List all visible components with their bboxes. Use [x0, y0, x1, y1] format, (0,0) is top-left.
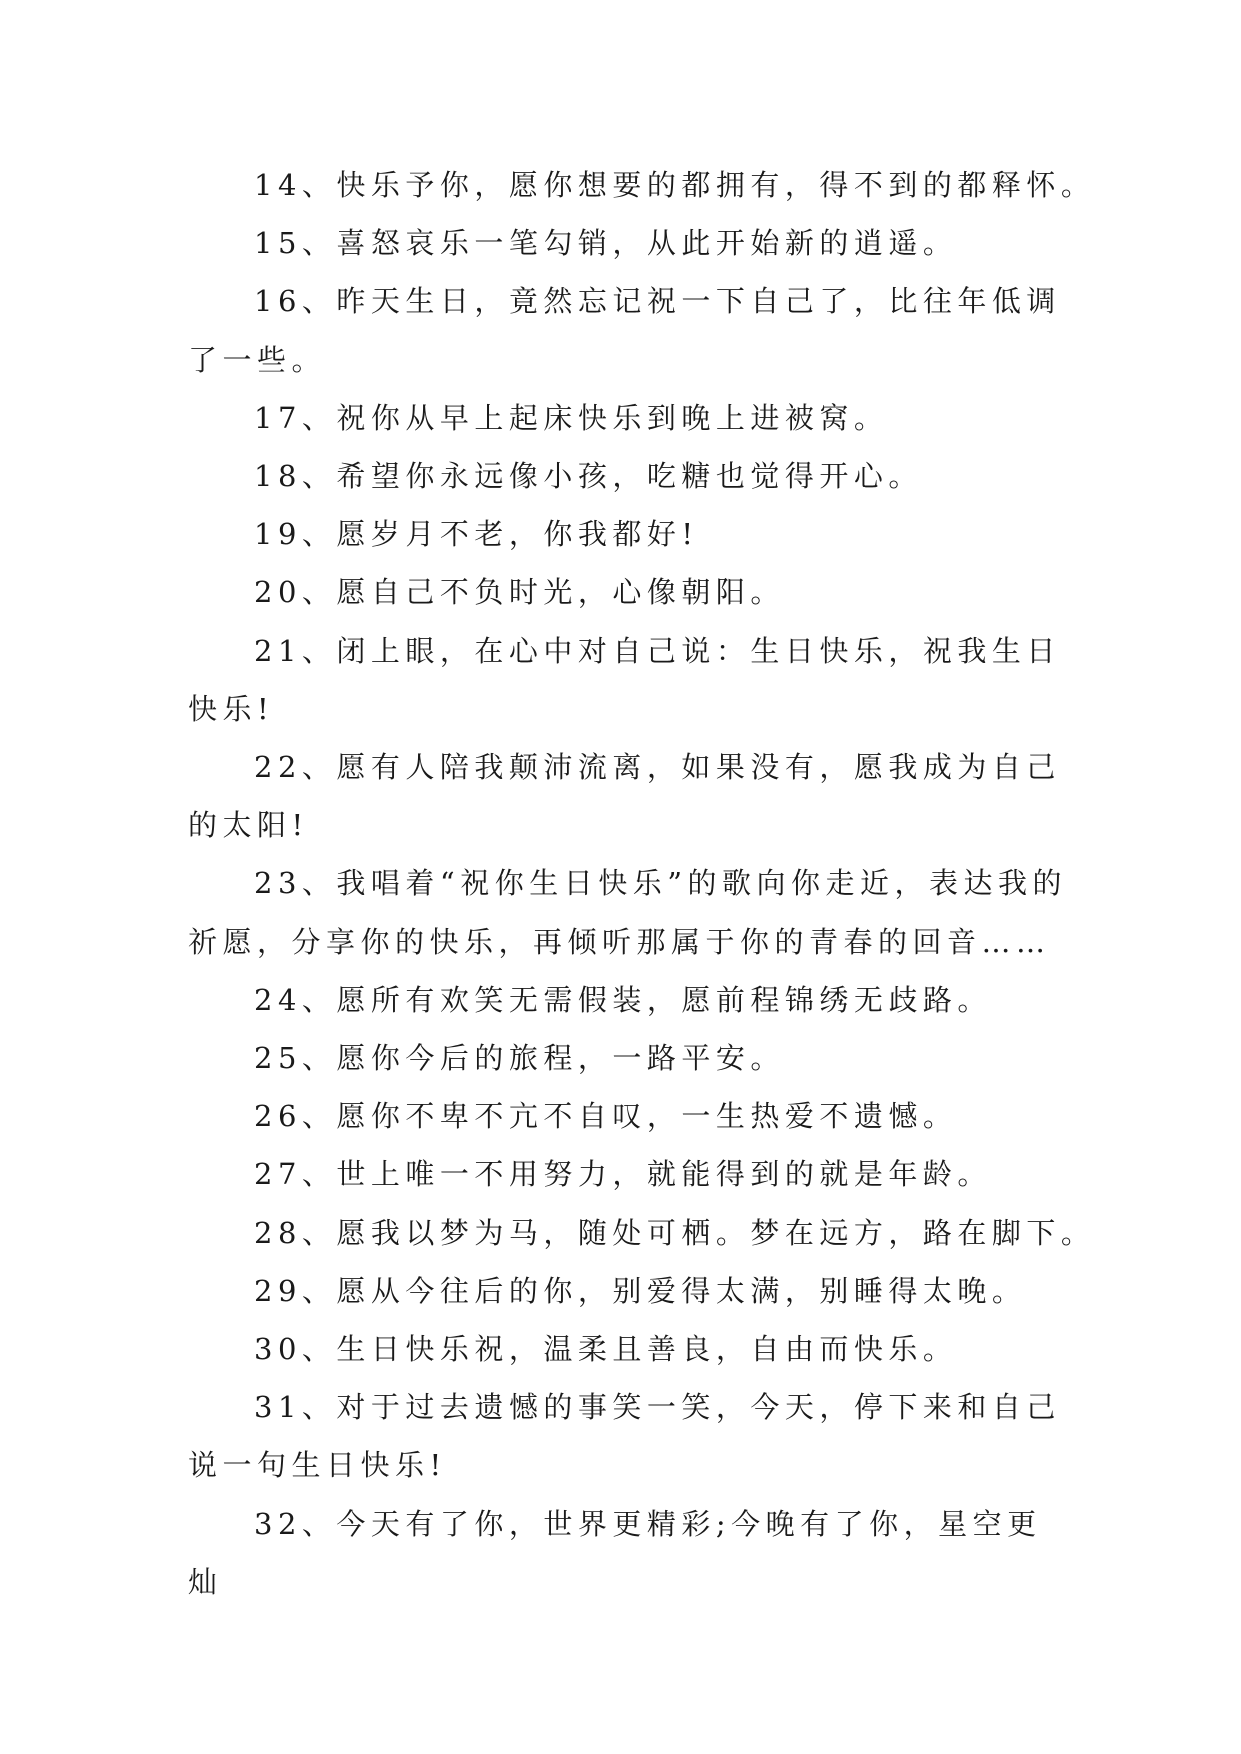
paragraph-31: 31、对于过去遗憾的事笑一笑，今天，停下来和自己说一句生日快乐!	[188, 1390, 1061, 1483]
paragraph-24: 24、愿所有欢笑无需假装，愿前程锦绣无歧路。	[254, 982, 992, 1017]
paragraph-27: 27、世上唯一不用努力，就能得到的就是年龄。	[254, 1157, 992, 1192]
paragraph-29: 29、愿从今往后的你，别爱得太满，别睡得太晚。	[254, 1273, 1027, 1308]
paragraph-21: 21、闭上眼，在心中对自己说：生日快乐，祝我生日快乐!	[188, 633, 1061, 726]
paragraph-20: 20、愿自己不负时光，心像朝阳。	[254, 575, 785, 610]
paragraph-30: 30、生日快乐祝，温柔且善良，自由而快乐。	[254, 1332, 958, 1367]
paragraph-16: 16、昨天生日，竟然忘记祝一下自己了，比往年低调了一些。	[188, 284, 1061, 377]
paragraph-26: 26、愿你不卑不亢不自叹，一生热爱不遗憾。	[254, 1099, 958, 1134]
paragraph-32: 32、今天有了你，世界更精彩;今晚有了你，星空更灿	[188, 1506, 1042, 1599]
paragraph-23: 23、我唱着“祝你生日快乐”的歌向你走近，表达我的祈愿，分享你的快乐，再倾听那属于你的青春的回音……	[188, 866, 1068, 959]
paragraph-22: 22、愿有人陪我颠沛流离，如果没有，愿我成为自己的太阳!	[188, 750, 1061, 843]
paragraph-14: 14、快乐予你，愿你想要的都拥有，得不到的都释怀。	[254, 168, 1096, 202]
paragraph-15: 15、喜怒哀乐一笔勾销，从此开始新的逍遥。	[254, 226, 958, 261]
paragraph-28: 28、愿我以梦为马，随处可栖。梦在远方，路在脚下。	[254, 1215, 1096, 1250]
paragraph-25: 25、愿你今后的旅程，一路平安。	[254, 1041, 785, 1076]
paragraph-18: 18、希望你永远像小孩，吃糖也觉得开心。	[254, 459, 923, 494]
document-body	[188, 156, 1096, 1611]
paragraph-19: 19、愿岁月不老，你我都好!	[254, 517, 699, 552]
paragraph-17: 17、祝你从早上起床快乐到晚上进被窝。	[254, 400, 889, 435]
